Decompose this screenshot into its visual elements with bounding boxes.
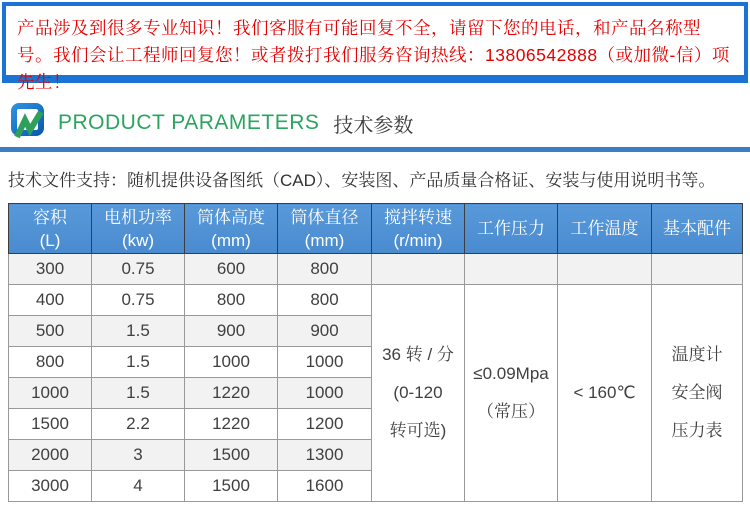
cell-volume: 1500: [9, 409, 92, 440]
section-divider: [0, 147, 750, 152]
cell-power: 4: [92, 471, 185, 502]
cell-power: 1.5: [92, 347, 185, 378]
cell-volume: 800: [9, 347, 92, 378]
header-body-height: 筒体高度 (mm): [185, 204, 278, 254]
cell-diameter: 1000: [278, 378, 372, 409]
cell-diameter: 800: [278, 254, 372, 285]
header-mixing-speed: 搅拌转速 (r/min): [372, 204, 465, 254]
cell-height: 1500: [185, 471, 278, 502]
cell-volume: 3000: [9, 471, 92, 502]
cell-power: 0.75: [92, 254, 185, 285]
notice-banner: [2, 2, 748, 92]
cell-power: 0.75: [92, 285, 185, 316]
cell-volume: 300: [9, 254, 92, 285]
table-row: [9, 254, 743, 285]
cell-empty: [652, 254, 743, 285]
cell-empty: [372, 254, 465, 285]
cell-power: 1.5: [92, 378, 185, 409]
support-note: 技术文件支持：随机提供设备图纸（CAD）、安装图、产品质量合格证、安装与使用说明书等。: [8, 171, 716, 190]
table-row: [9, 285, 743, 316]
header-motor-power: 电机功率 (kw): [92, 204, 185, 254]
cell-height: 1000: [185, 347, 278, 378]
cell-working-pressure: ≤0.09Mpa （常压）: [465, 285, 558, 502]
cell-mixing-speed: 36 转 / 分 (0-120 转可选): [372, 285, 465, 502]
header-working-pressure: 工作压力: [465, 204, 558, 254]
section-title-en: PRODUCT PARAMETERS: [58, 111, 320, 134]
cell-height: 1500: [185, 440, 278, 471]
cell-height: 1220: [185, 378, 278, 409]
cell-volume: 2000: [9, 440, 92, 471]
header-basic-accessories: 基本配件: [652, 204, 743, 254]
cell-volume: 500: [9, 316, 92, 347]
cell-empty: [465, 254, 558, 285]
cell-diameter: 1600: [278, 471, 372, 502]
cell-height: 800: [185, 285, 278, 316]
cell-diameter: 900: [278, 316, 372, 347]
cell-diameter: 1000: [278, 347, 372, 378]
cell-working-temperature: < 160℃: [558, 285, 652, 502]
brand-logo-icon: [10, 103, 48, 143]
header-body-diameter: 筒体直径 (mm): [278, 204, 372, 254]
header-working-temperature: 工作温度: [558, 204, 652, 254]
section-title-zh: 技术参数: [333, 114, 414, 137]
cell-diameter: 800: [278, 285, 372, 316]
cell-diameter: 1300: [278, 440, 372, 471]
header-volume: 容积 (L): [9, 204, 92, 254]
notice-text: 产品涉及到很多专业知识！我们客服有可能回复不全，请留下您的电话，和产品名称型号。我们会让工程师回复您！或者拨打我们服务咨询热线：13806542888（或加微-信）项先生！: [17, 18, 730, 92]
cell-volume: 1000: [9, 378, 92, 409]
cell-empty: [558, 254, 652, 285]
section-header: [10, 103, 413, 143]
cell-power: 1.5: [92, 316, 185, 347]
cell-height: 1220: [185, 409, 278, 440]
cell-power: 3: [92, 440, 185, 471]
cell-power: 2.2: [92, 409, 185, 440]
cell-volume: 400: [9, 285, 92, 316]
cell-diameter: 1200: [278, 409, 372, 440]
parameters-table: [8, 203, 743, 502]
cell-height: 600: [185, 254, 278, 285]
cell-basic-accessories: 温度计 安全阀 压力表: [652, 285, 743, 502]
cell-height: 900: [185, 316, 278, 347]
table-header-row: [9, 204, 743, 254]
